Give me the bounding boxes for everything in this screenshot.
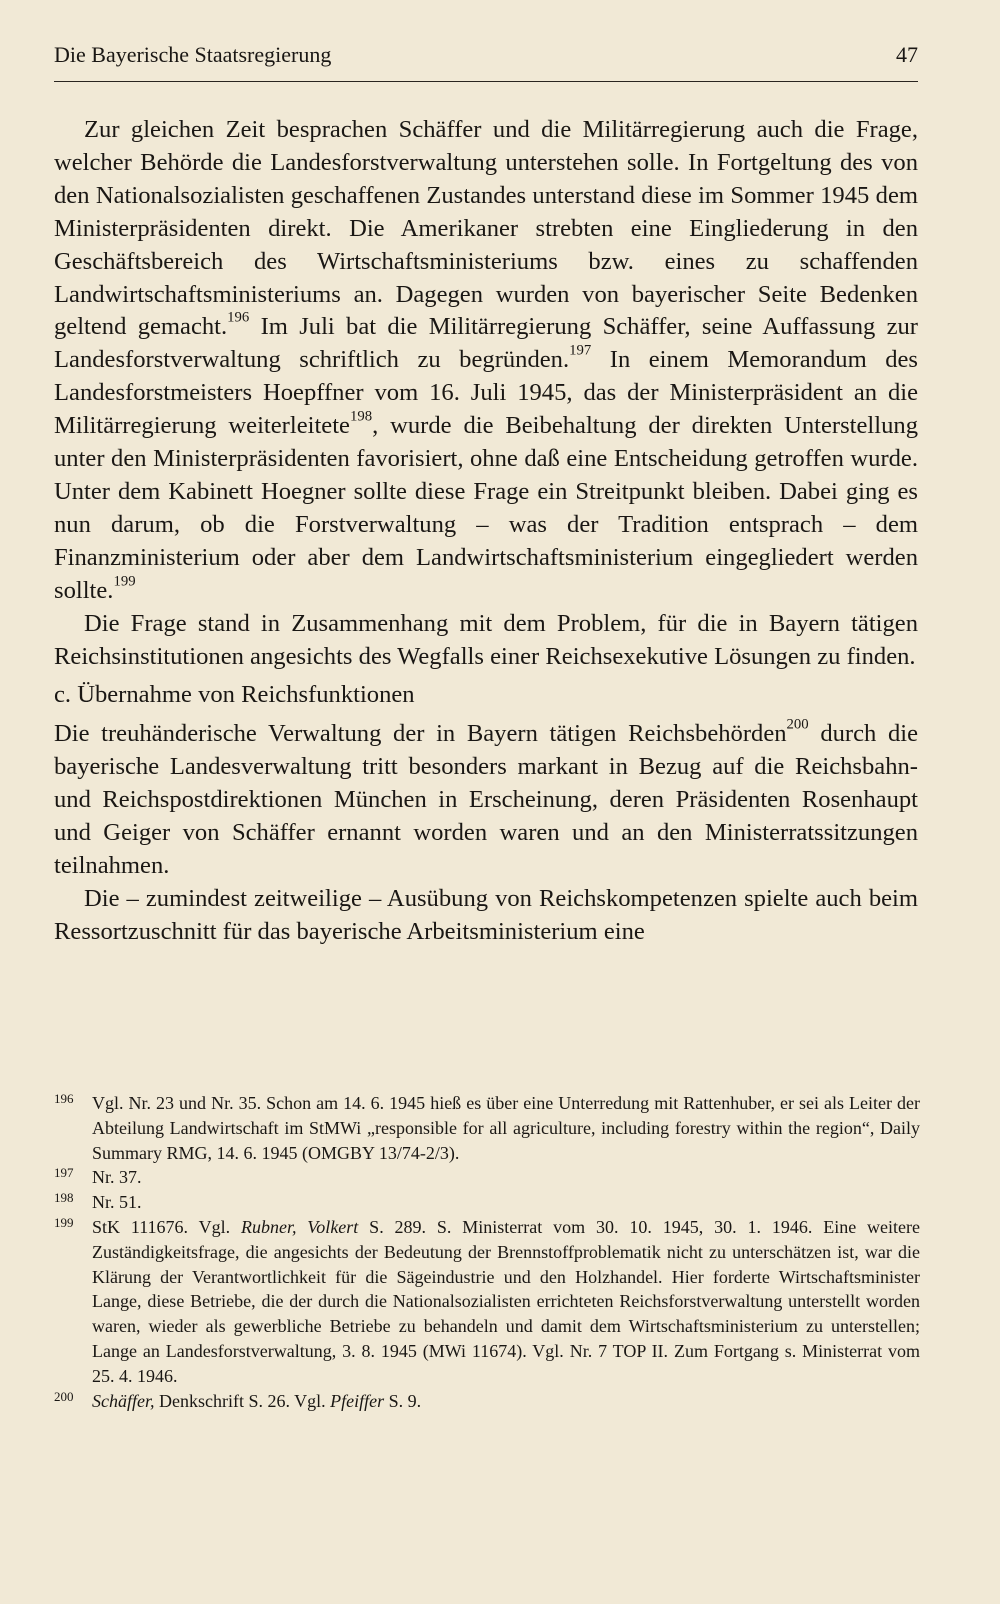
footnote-text: Vgl. Nr. 23 und Nr. 35. Schon am 14. 6. 1945 hieß es über eine Unterredung mit Rattenhuber, er sei als Leiter der Abteilung Landwirtschaft im StMWi „responsible for all agriculture, including forestry within the region“, Daily Summary RMG, 14. 6. 1945 (OMGBY 13/74-2/3).: [92, 1093, 920, 1163]
footnote-number: 200: [54, 1388, 74, 1404]
main-text: [54, 114, 918, 949]
running-header-title: Die Bayerische Staatsregierung: [54, 42, 332, 67]
footnote-198: [54, 1190, 920, 1215]
footnote-196: [54, 1091, 920, 1165]
footnotes: [54, 1091, 920, 1413]
footnote-number: 198: [54, 1190, 74, 1206]
footnote-text: Schäffer, Denkschrift S. 26. Vgl. Pfeiffer S. 9.: [92, 1390, 422, 1411]
author-citation: Rubner, Volkert: [240, 1216, 359, 1237]
header-rule: [54, 81, 918, 82]
footnote-ref-199[interactable]: 199: [113, 573, 136, 590]
author-citation: Schäffer,: [92, 1390, 155, 1411]
paragraph-treuhaenderische-verwaltung: Die treuhänderische Verwaltung der in Bayern tätigen Reichsbehörden$^{200}$ durch die bayerische Landesverwaltung tritt besonders markant in Bezug auf die Reichsbahn- und Reichspostdirektionen München in Erscheinung, deren Präsidenten Rosenhaupt und Geiger von Schäffer ernannt worden waren und an den Ministerratssitzungen teilnahmen.: [54, 716, 919, 879]
footnote-number: 199: [54, 1214, 74, 1230]
footnote-199: [54, 1215, 920, 1389]
page-number: 47: [896, 42, 918, 67]
footnote-ref-198[interactable]: 198: [349, 408, 373, 425]
footnote-number: 197: [54, 1165, 74, 1181]
footnote-197: [54, 1165, 920, 1190]
paragraph-reichskompetenzen: Die – zumindest zeitweilige – Ausübung von Reichskompetenzen spielte auch beim Ressortzuschnitt für das bayerische Arbeitsministerium eine: [54, 884, 918, 945]
running-header: [54, 42, 918, 68]
footnote-text: Nr. 37.: [92, 1167, 142, 1188]
footnote-text: Nr. 51.: [92, 1192, 142, 1213]
footnote-text: StK 111676. Vgl. Rubner, Volkert S. 289. S. Ministerrat vom 30. 10. 1945, 30. 1. 1946. Eine weitere Zuständigkeitsfrage, die angesichts der Bedeutung der Brennstoffproblematik nicht zu unterschätzen ist, war die Klärung der Verantwortlichkeit für die Sägeindustrie und den Holzhandel. Hier forderte Wirtschaftsminister Lange, diese Betriebe, die der durch die Nationalsozialisten errichteten Reichsforstverwaltung unterstellt worden waren, wieder als gewerbliche Betriebe zu behandeln und damit dem Wirtschaftsministerium zu unterstellen; Lange an Landesforstverwaltung, 3. 8. 1945 (MWi 11674). Vgl. Nr. 7 TOP II. Zum Fortgang s. Ministerrat vom 25. 4. 1946.: [92, 1216, 921, 1386]
section-heading: c. Übernahme von Reichsfunktionen: [54, 681, 415, 709]
footnote-ref-200[interactable]: 200: [786, 716, 809, 733]
footnote-ref-196[interactable]: 196: [227, 309, 250, 326]
footnote-200: [54, 1389, 920, 1414]
paragraph-reichsinstitutionen: Die Frage stand in Zusammenhang mit dem Problem, für die in Bayern tätigen Reichsinstitutionen angesichts des Wegfalls einer Reichsexekutive Lösungen zu finden.: [54, 609, 918, 670]
footnote-number: 196: [54, 1091, 74, 1106]
author-citation: Pfeiffer: [330, 1390, 385, 1411]
paragraph-forstverwaltung: Zur gleichen Zeit besprachen Schäffer und die Militärregierung auch die Frage, welcher Behörde die Landesforstverwaltung unterstehen solle. In Fortgeltung des von den Nationalsozialisten geschaffenen Zustandes unterstand diese im Sommer 1945 dem Ministerpräsidenten direkt. Die Amerikaner strebten eine Eingliederung in den Geschäftsbereich des Wirtschaftsministeriums bzw. eines zu schaffenden Landwirtschaftsministeriums an. Dagegen wurden von bayerischer Seite Bedenken geltend gemacht.$^{196}$ Im Juli bat die Militärregierung Schäffer, seine Auffassung zur Landesforstverwaltung schriftlich zu begründen.$^{197}$ In einem Memorandum des Landesforstmeisters Hoepffner vom 16. Juli 1945, das der Ministerpräsident an die Militärregierung weiterleitete$^{198}$, wurde die Beibehaltung der direkten Unterstellung unter den Ministerpräsidenten favorisiert, ohne daß eine Entscheidung getroffen wurde. Unter dem Kabinett Hoegner sollte diese Frage ein Streitpunkt bleiben. Dabei ging es nun darum, ob die Forstverwaltung – was der Tradition entsprach – dem Finanzministerium oder aber dem Landwirtschaftsministerium eingegliedert werden sollte.$^{199}$: [54, 116, 918, 604]
footnote-ref-197[interactable]: 197: [569, 342, 592, 359]
